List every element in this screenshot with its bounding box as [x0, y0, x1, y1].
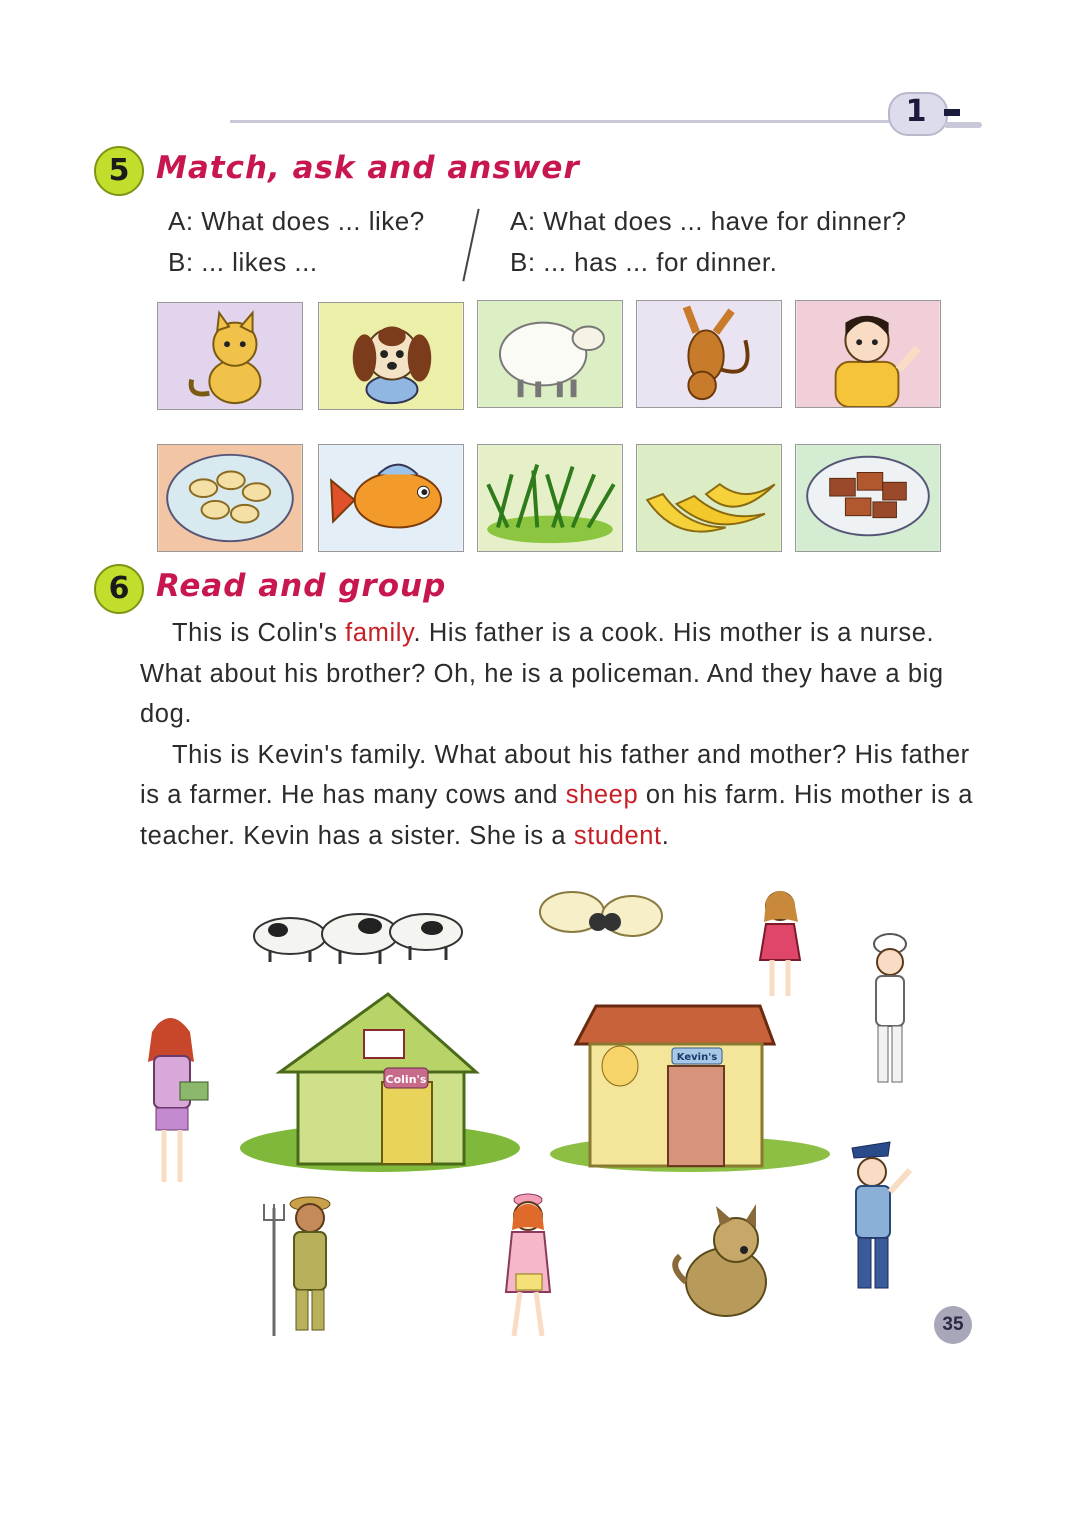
monkey-picture — [636, 300, 782, 408]
dialog-left-b: B: ... likes ... — [168, 247, 318, 277]
dialog-left-a: A: What does ... like? — [168, 206, 425, 236]
girl-icon — [796, 301, 940, 407]
cook-icon — [874, 934, 906, 1082]
section-5-number: 5 — [94, 146, 144, 196]
scene-illustration — [120, 886, 960, 1356]
dog-picture — [318, 302, 464, 410]
dog-icon — [319, 303, 463, 409]
green-house-sign: Colin's — [385, 1073, 427, 1086]
family-scene — [120, 886, 960, 1356]
p2-text-2: on his farm. His mother is a teacher. Kevin has a sister. She is a — [140, 781, 974, 850]
nurse-icon — [506, 1194, 550, 1336]
student-girl-icon — [760, 891, 800, 996]
grass-picture — [477, 444, 623, 552]
girl-picture — [795, 300, 941, 408]
yellow-house-sign: Kevin's — [676, 1052, 718, 1063]
p2-text-3: . — [661, 821, 670, 850]
paragraph-kevin — [140, 735, 976, 857]
bananas-icon — [637, 445, 781, 551]
dialog-right-b: B: ... has ... for dinner. — [510, 247, 778, 277]
meat-picture — [795, 444, 941, 552]
fish-picture — [318, 444, 464, 552]
p2-text-1: This is Kevin's family. What about his father and mother? His father is a farmer. He has many cows and — [140, 740, 970, 809]
monkey-icon — [637, 301, 781, 407]
cows-icon — [254, 914, 462, 964]
cat-picture — [157, 302, 303, 410]
p1-text-1: This is Colin's — [172, 619, 346, 647]
grass-icon — [478, 445, 622, 551]
story-text — [140, 613, 976, 856]
big-dog-icon — [675, 1204, 766, 1316]
dumplings-picture — [157, 444, 303, 552]
p1-text-2: . His father is a cook. His mother is a nurse. What about his brother? Oh, he is a policeman. And they have a big dog. — [140, 619, 944, 728]
paragraph-colin — [140, 613, 976, 735]
cat-icon — [158, 303, 302, 409]
green-house-icon — [240, 994, 520, 1172]
page-number: 35 — [934, 1306, 972, 1344]
p2-highlight-sheep: sheep — [565, 781, 639, 809]
sheep-group-icon — [540, 892, 662, 936]
fish-icon — [319, 445, 463, 551]
meat-icon — [796, 445, 940, 551]
farmer-icon — [264, 1197, 330, 1336]
unit-number: 1 — [905, 94, 927, 129]
section-6-number: 6 — [94, 564, 144, 614]
dumplings-icon — [158, 445, 302, 551]
p2-highlight-student: student — [573, 821, 662, 850]
yellow-house-icon — [550, 1006, 830, 1172]
unit-tail — [944, 122, 982, 128]
dialog-divider — [462, 209, 479, 282]
unit-dash — [944, 109, 960, 116]
section-5-title: Match, ask and answer — [156, 150, 580, 186]
policeman-icon — [852, 1142, 910, 1288]
bananas-picture — [636, 444, 782, 552]
teacher-icon — [148, 1018, 208, 1182]
unit-tab — [888, 92, 980, 134]
sheep-icon — [478, 301, 622, 407]
p1-highlight-family: family — [345, 619, 414, 647]
dialog-right-a: A: What does ... have for dinner? — [510, 206, 907, 236]
header-rule — [230, 120, 890, 123]
section-6-title: Read and group — [156, 568, 447, 604]
sheep-picture — [477, 300, 623, 408]
